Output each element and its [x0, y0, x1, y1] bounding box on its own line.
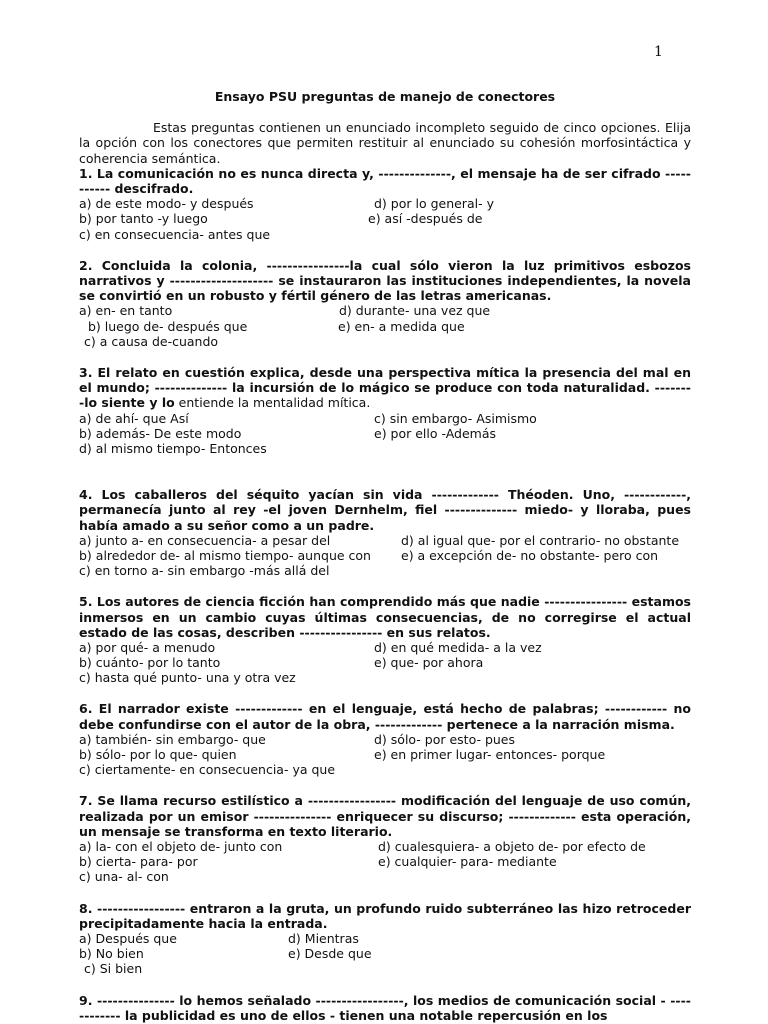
question-7-stem: 7. Se llama recurso estilístico a ----------------- modificación del lenguaje de uso común, realizada por un emisor --------------- enriquecer su discurso; ------------- esta operación, un mensaje se transforma en texto literario. — [79, 793, 691, 839]
option-b: b) cierta- para- por — [79, 854, 198, 870]
question-5-stem: 5. Los autores de ciencia ficción han comprendido más que nadie ---------------- estamos inmersos en un cambio cuyas últimas consecuencias, de no corregirse el actual estado de las cosas, describen ---------------- en sus relatos. — [79, 594, 691, 640]
option-c: c) a causa de-cuando — [84, 333, 219, 349]
page-number: 1 — [654, 44, 663, 60]
option-c: c) hasta qué punto- una y otra vez — [79, 670, 296, 686]
question-6-options — [79, 732, 691, 778]
question-4-options — [79, 533, 691, 579]
option-d: d) sólo- por esto- pues — [374, 731, 516, 747]
option-b: b) luego de- después que — [88, 318, 248, 334]
instructions: Estas preguntas contienen un enunciado incompleto seguido de cinco opciones. Elija la opción con los conectores que permiten restituir al enunciado su cohesión morfosintáctica y coherencia semántica. — [79, 120, 691, 166]
document-title: Ensayo PSU preguntas de manejo de conectores — [214, 89, 556, 104]
question-3-options — [79, 411, 691, 457]
option-c: c) sin embargo- Asimismo — [374, 410, 537, 426]
option-a: a) de ahí- que Así — [79, 410, 189, 426]
option-e: e) Desde que — [288, 946, 372, 962]
option-d: d) cualesquiera- a objeto de- por efecto de — [378, 839, 646, 855]
option-a: a) de este modo- y después — [79, 196, 254, 212]
question-3 — [79, 365, 691, 456]
question-6-stem: 6. El narrador existe ------------- en el lenguaje, está hecho de palabras; ------------ no debe confundirse con el autor de la obra, ------------- pertenece a la narración misma. — [79, 701, 691, 732]
question-3-stem-bold: 3. El relato en cuestión explica, desde una perspectiva mítica la presencia del mal en el mundo; -------------- la incursión de lo mágico se produce con toda naturalidad. --------lo siente y lo — [79, 364, 691, 411]
question-1-stem: 1. La comunicación no es nunca directa y, --------------, el mensaje ha de ser cifrado ----------- descifrado. — [79, 165, 691, 197]
option-d: d) Mientras — [288, 931, 359, 947]
question-2-stem: 2. Concluida la colonia, ----------------la cual sólo vieron la luz primitivos esbozos narrativos y -------------------- se instauraron las instituciones independientes, la novela se convirtió en un robusto y fértil género de las letras americanas. — [79, 257, 691, 304]
option-d: d) en qué medida- a la vez — [374, 639, 542, 655]
option-d: d) al mismo tiempo- Entonces — [79, 440, 267, 456]
option-e: e) en primer lugar- entonces- porque — [374, 747, 606, 763]
option-c: c) ciertamente- en consecuencia- ya que — [79, 762, 336, 778]
question-9-stem: 9. --------------- lo hemos señalado -----------------, los medios de comunicación social - ------------ la publicidad es uno de ellos - tienen una notable repercusión en los — [79, 992, 691, 1023]
question-9 — [79, 993, 691, 1023]
option-b: b) No bien — [79, 946, 144, 962]
option-a: a) también- sin embargo- que — [79, 731, 266, 747]
option-a: a) junto a- en consecuencia- a pesar del — [79, 532, 331, 548]
question-8-stem: 8. ----------------- entraron a la gruta, un profundo ruido subterráneo las hizo retroceder precipitadamente hacia la entrada. — [79, 900, 691, 931]
option-e: e) cualquier- para- mediante — [378, 854, 557, 870]
question-2 — [79, 258, 691, 349]
option-b: b) alrededor de- al mismo tiempo- aunque con — [79, 547, 371, 563]
option-a: a) Después que — [79, 931, 177, 947]
question-4-stem: 4. Los caballeros del séquito yacían sin vida ------------- Théoden. Uno, ------------, permanecía junto al rey -el joven Dernhelm, fiel -------------- miedo- y lloraba, pues había amado a su señor como a un padre. — [79, 487, 691, 533]
question-5-options — [79, 640, 691, 686]
option-a: a) la- con el objeto de- junto con — [79, 839, 283, 855]
question-8 — [79, 901, 691, 977]
option-e: e) en- a medida que — [338, 318, 465, 334]
question-5 — [79, 594, 691, 685]
option-b: b) cuánto- por lo tanto — [79, 655, 221, 671]
option-e: e) por ello -Además — [374, 425, 497, 441]
option-a: a) por qué- a menudo — [79, 639, 216, 655]
question-7-options — [79, 839, 691, 885]
option-e: e) que- por ahora — [374, 655, 484, 671]
question-2-options — [79, 303, 691, 349]
option-b: b) sólo- por lo que- quien — [79, 747, 237, 763]
option-c: c) en torno a- sin embargo -más allá del — [79, 563, 330, 579]
option-a: a) en- en tanto — [79, 303, 173, 319]
question-6 — [79, 701, 691, 777]
option-d: d) durante- una vez que — [339, 303, 491, 319]
question-7 — [79, 793, 691, 884]
option-b: b) por tanto -y luego — [79, 211, 208, 227]
question-1 — [79, 166, 691, 242]
option-d: d) por lo general- y — [374, 196, 494, 212]
option-e: e) así -después de — [368, 211, 483, 227]
option-b: b) además- De este modo — [79, 425, 242, 441]
option-c: c) en consecuencia- antes que — [79, 226, 271, 242]
question-1-options — [79, 196, 691, 242]
document-body — [79, 89, 691, 1023]
question-3-stem-plain: entiende la mentalidad mítica. — [174, 395, 371, 411]
question-4 — [79, 487, 691, 578]
question-8-options — [79, 931, 691, 977]
question-3-stem — [79, 365, 691, 411]
option-c: c) Si bien — [84, 961, 143, 977]
option-e: e) a excepción de- no obstante- pero con — [401, 547, 659, 563]
option-d: d) al igual que- por el contrario- no obstante — [401, 532, 680, 548]
option-c: c) una- al- con — [79, 869, 169, 885]
